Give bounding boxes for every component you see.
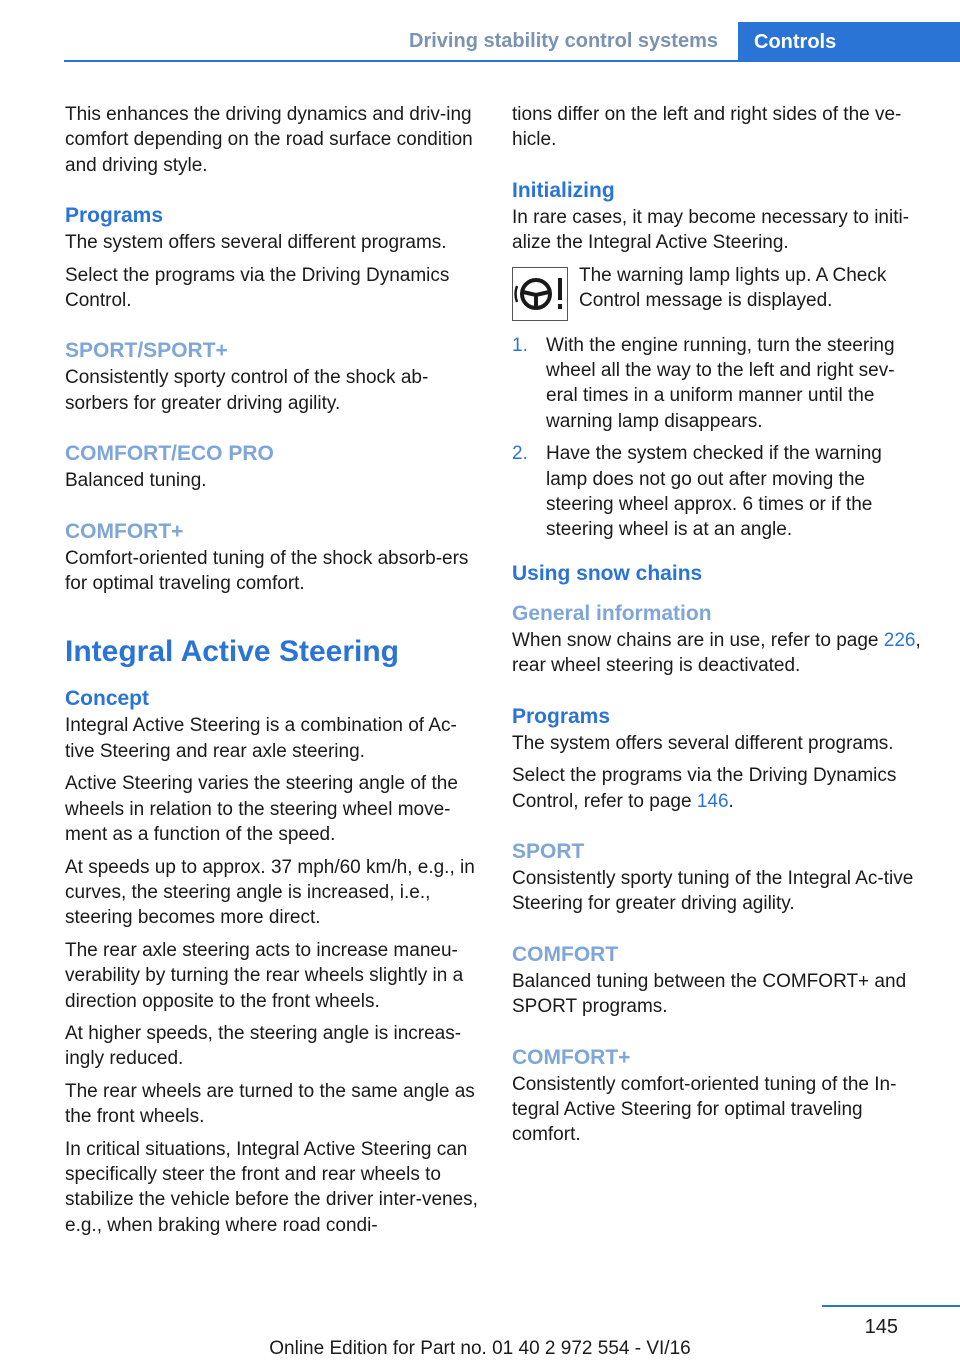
initializing-paragraph: In rare cases, it may become necessary to initi‐alize the Integral Active Steering. [512, 206, 910, 254]
comfort-plus-heading: COMFORT+ [65, 519, 184, 543]
header-rule [64, 60, 960, 62]
footer-rule [822, 1305, 960, 1307]
initializing-steps [512, 333, 926, 543]
programs-paragraph: The system offers several different programs. [512, 732, 894, 754]
snow-chains-heading: Using snow chains [512, 561, 703, 585]
concept-paragraph: In critical situations, Integral Active Steering can specifically steer the front and rear wheels to stabilize the vehicle before the driver inter‐venes, e.g., when braking where road condi‐ [65, 1138, 478, 1236]
programs-heading: Programs [65, 204, 164, 228]
comfort-heading: COMFORT [512, 942, 619, 966]
section-title: Driving stability control systems [409, 30, 718, 52]
general-information-heading: General information [512, 601, 712, 625]
programs-paragraph [512, 763, 926, 814]
steering-warning-lamp-icon [512, 267, 568, 321]
programs-paragraph: Select the programs via the Driving Dynamics Control. [65, 264, 450, 312]
continued-paragraph: tions differ on the left and right sides of the ve‐hicle. [512, 104, 902, 151]
concept-paragraph: At speeds up to approx. 37 mph/60 km/h, e.g., in curves, the steering angle is increased, i.e., steering becomes more direct. [65, 856, 475, 929]
text-segment: When snow chains are in use, refer to page [512, 629, 884, 651]
chapter-tab[interactable]: Controls [738, 22, 960, 62]
concept-paragraph: Integral Active Steering is a combination of Ac‐tive Steering and rear axle steering. [65, 715, 457, 762]
page-header [0, 0, 960, 62]
step-number: 2. [512, 443, 528, 465]
concept-paragraph: The rear axle steering acts to increase maneu‐verability by turning the rear wheels slightly in a direction opposite to the front wheels. [65, 939, 464, 1012]
text-segment: , rear wheel steering is deactivated. [512, 629, 921, 677]
edition-line: Online Edition for Part no. 01 40 2 972 554 - VI/16 [269, 1338, 691, 1359]
comfort-paragraph: Balanced tuning between the COMFORT+ and SPORT programs. [512, 970, 907, 1018]
step-text: Have the system checked if the warning lamp does not go out after moving the steering wheel approx. 6 times or if the steering wheel is at an angle. [546, 443, 882, 541]
text-segment: Select the programs via the Driving Dynamics Control, refer to page [512, 765, 897, 812]
page-reference-link[interactable]: 146 [696, 790, 729, 812]
sport-sport-plus-heading: SPORT/SPORT+ [65, 339, 228, 363]
step-text: With the engine running, turn the steering wheel all the way to the left and right sev‐eral times in a uniform manner until the warning lamp disappears. [546, 334, 895, 432]
intro-paragraph: This enhances the driving dynamics and driv‐ing comfort depending on the road surface condition and driving style. [65, 104, 473, 176]
sport-paragraph: Consistently sporty control of the shock ab‐sorbers for greater driving agility. [65, 367, 429, 414]
comfort-plus-paragraph: Consistently comfort-oriented tuning of the In‐tegral Active Steering for optimal traveling comfort. [512, 1073, 897, 1146]
page-reference-link[interactable]: 226 [883, 629, 916, 651]
comfort-eco-paragraph: Balanced tuning. [65, 470, 207, 492]
warning-lamp-note [512, 263, 926, 319]
sport-paragraph: Consistently sporty tuning of the Integral Ac‐tive Steering for greater driving agility. [512, 867, 914, 915]
initializing-heading: Initializing [512, 178, 615, 202]
left-column [65, 102, 479, 1245]
step-number: 1. [512, 334, 528, 356]
concept-paragraph: At higher speeds, the steering angle is increas‐ingly reduced. [65, 1022, 462, 1070]
programs-heading: Programs [512, 704, 611, 728]
step-item [512, 333, 926, 435]
page-number: 145 [864, 1316, 898, 1338]
concept-paragraph: Active Steering varies the steering angle of the wheels in relation to the steering wheel move‐ment as a function of the speed. [65, 773, 458, 846]
text-segment: . [728, 790, 734, 812]
comfort-eco-pro-heading: COMFORT/ECO PRO [65, 442, 274, 466]
integral-active-steering-heading: Integral Active Steering [65, 635, 399, 669]
programs-paragraph: The system offers several different programs. [65, 232, 447, 254]
comfort-plus-paragraph: Comfort-oriented tuning of the shock absorb‐ers for optimal traveling comfort. [65, 547, 469, 595]
warning-lamp-text: The warning lamp lights up. A Check Control message is displayed. [579, 264, 887, 312]
right-column [512, 102, 926, 1155]
step-item [512, 441, 926, 543]
sport-heading: SPORT [512, 839, 585, 863]
concept-paragraph: The rear wheels are turned to the same angle as the front wheels. [65, 1080, 475, 1128]
comfort-plus-heading: COMFORT+ [512, 1045, 631, 1069]
general-information-paragraph [512, 628, 926, 679]
concept-heading: Concept [65, 687, 149, 711]
